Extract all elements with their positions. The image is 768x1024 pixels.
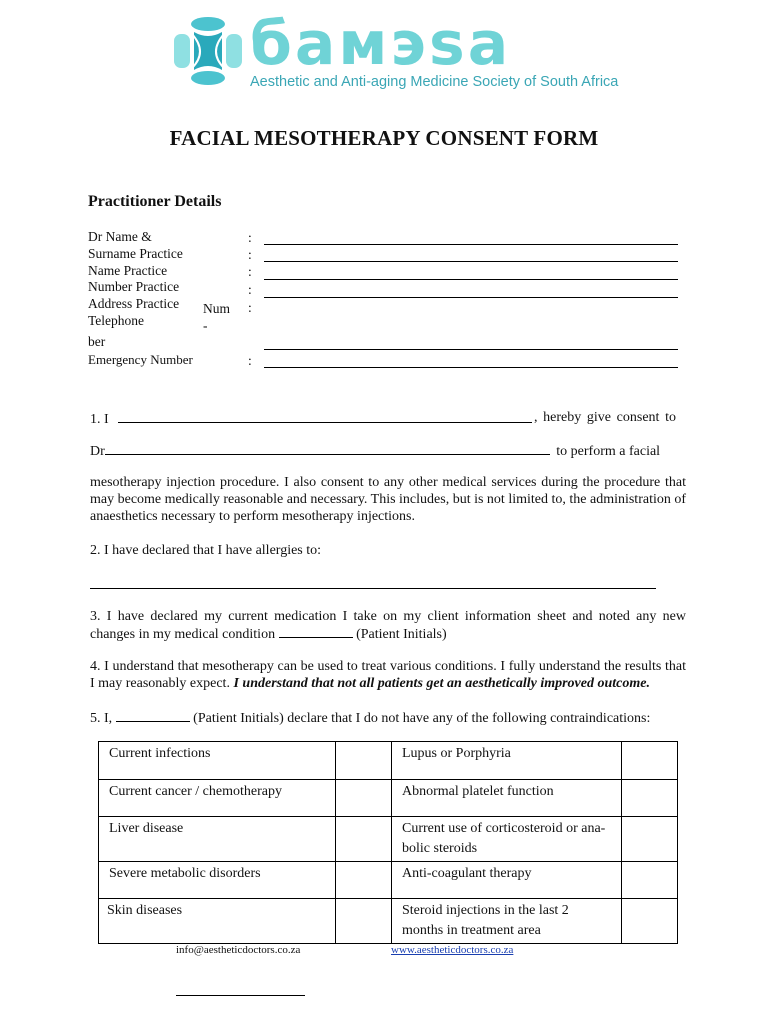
field-label: ber [88,334,106,349]
practitioner-heading: Practitioner Details [88,193,222,210]
field-colon: : [248,230,252,245]
field-label: Dr Name & [88,229,152,244]
condition-cell: Lupus or Porphyria [392,742,622,780]
check-cell[interactable] [622,817,678,862]
condition-cell: Current use of corticosteroid or ana-bolic steroids [392,817,622,862]
society-logo-icon [172,12,244,90]
doctor-name-field[interactable] [105,442,550,455]
footer-email[interactable]: info@aestheticdoctors.co.za [176,944,301,956]
contraindications-table [98,741,678,944]
field-label: Name Practice [88,263,168,278]
clause-4-text: 4. I understand that mesotherapy can be used to treat various conditions. I fully understand the results that I may reasonably expect. [90,659,686,691]
field-colon: : [248,282,252,297]
check-cell[interactable] [336,862,392,899]
check-cell[interactable] [622,899,678,944]
check-cell[interactable] [336,817,392,862]
clause-1-body: mesotherapy injection procedure. I also consent to any other medical services during the procedure that may become medically reasonable and necessary. This includes, but is not limited to, the administration of anaesthetics necessary to perform mesotherapy injections. [90,475,687,524]
field-colon: : [248,264,252,279]
field-colon: : [248,300,252,315]
table-row [99,899,678,944]
practice-number-field[interactable] [264,279,678,280]
field-label: Address Practice [88,296,180,311]
clause-1-dr: Dr [90,444,105,459]
clause-3-text: 3. I have declared my current medication I take on my client information sheet and noted any new changes in my medical condition [90,609,686,642]
clause-3-initials-label: (Patient Initials) [356,627,447,642]
check-cell[interactable] [336,742,392,780]
check-cell[interactable] [622,780,678,817]
condition-cell: Skin diseases [99,899,336,944]
check-cell[interactable] [622,742,678,780]
field-colon: : [248,247,252,262]
clause-5-start: 5. I, [90,711,113,726]
allergies-field[interactable] [90,588,656,589]
patient-name-field[interactable] [118,410,532,423]
check-cell[interactable] [336,780,392,817]
clause-1-line-1 [90,410,532,428]
condition-cell: Liver disease [99,817,336,862]
field-label: - [203,318,208,333]
field-label: Surname Practice [88,246,183,261]
table-row [99,742,678,780]
condition-cell: Severe metabolic disorders [99,862,336,899]
field-label: Telephone [88,313,145,328]
clause-4-emphasis: I understand that not all patients get an aesthetically improved outcome. [233,676,650,691]
clause-4 [90,658,686,692]
signature-line[interactable] [176,995,305,996]
clause-3 [90,608,686,643]
emergency-number-field[interactable] [264,367,678,368]
logo-tagline: Aesthetic and Anti-aging Medicine Society of South Africa [250,74,619,90]
telephone-field[interactable] [264,349,678,350]
table-row [99,780,678,817]
field-label: Num [203,301,230,316]
condition-cell: Current infections [99,742,336,780]
clause-5 [90,709,686,727]
condition-cell: Anti-coagulant therapy [392,862,622,899]
practice-name-field[interactable] [264,261,678,262]
footer-website-link[interactable]: www.aestheticdoctors.co.za [391,944,514,956]
contraindication-initials-field[interactable] [116,709,190,722]
field-label: Emergency Number [88,352,193,367]
clause-1-line-2 [90,442,660,460]
clause-2: 2. I have declared that I have allergies to: [90,543,322,558]
check-cell[interactable] [336,899,392,944]
clause-1-consent: , hereby give consent to [534,410,676,425]
clause-1-perform: to perform a facial [556,444,661,459]
table-row [99,817,678,862]
table-row [99,862,678,899]
logo-wordmark: бамэsa [250,9,512,79]
field-label: Number Practice [88,279,180,294]
clause-5-text: (Patient Initials) declare that I do not have any of the following contraindications: [193,711,651,726]
check-cell[interactable] [622,862,678,899]
clause-1-start: 1. I [90,412,109,427]
practice-address-field[interactable] [264,297,678,298]
condition-cell: Steroid injections in the last 2 months in treatment area [392,899,622,944]
dr-name-field[interactable] [264,244,678,245]
condition-cell: Abnormal platelet function [392,780,622,817]
form-title: FACIAL MESOTHERAPY CONSENT FORM [169,126,599,150]
medication-initials-field[interactable] [279,625,353,638]
field-colon: : [248,353,252,368]
condition-cell: Current cancer / chemotherapy [99,780,336,817]
